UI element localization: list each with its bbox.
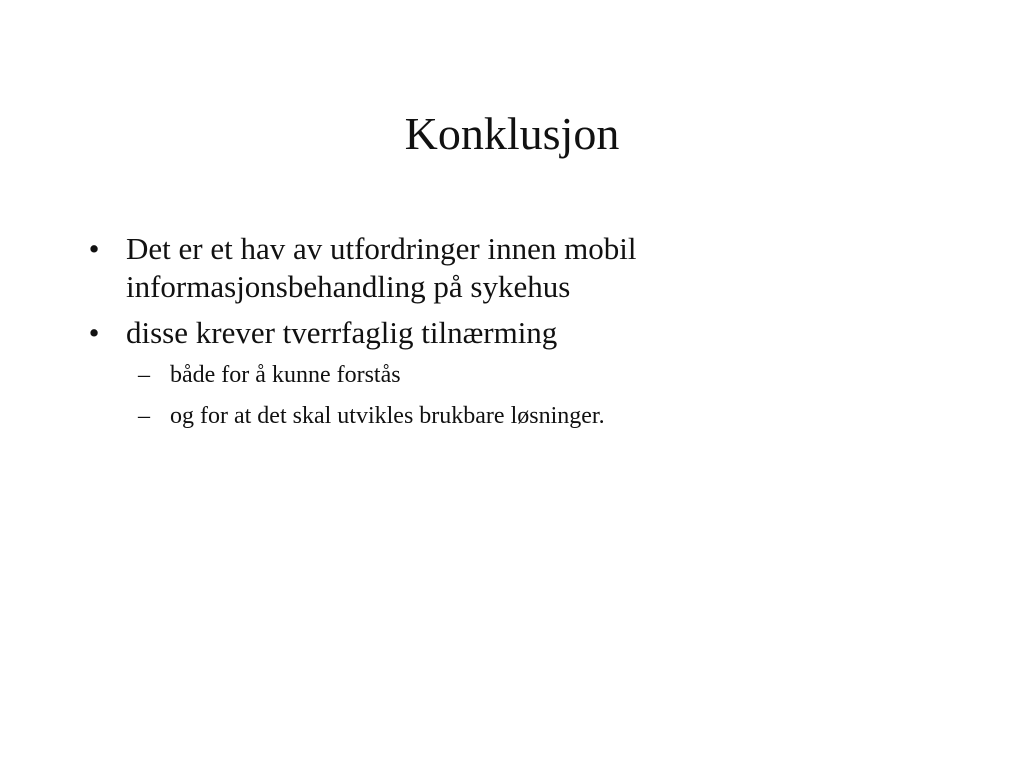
bullet-icon: •: [88, 315, 100, 350]
sub-bullet-item: [84, 360, 944, 390]
slide-body: [84, 230, 944, 442]
bullet-text-line2: informasjonsbehandling på sykehus: [126, 269, 571, 304]
bullet-text: disse krever tverrfaglig tilnærming: [126, 315, 558, 350]
bullet-text-line1: Det er et hav av utfordringer innen mobil: [126, 231, 637, 266]
bullet-icon: •: [88, 231, 100, 266]
sub-bullet-text: både for å kunne forstås: [170, 362, 401, 388]
dash-icon: –: [138, 362, 150, 388]
dash-icon: –: [138, 403, 150, 429]
slide-title: Konklusjon: [404, 108, 620, 159]
bullet-item: [84, 314, 944, 352]
bullet-item: [84, 230, 944, 306]
sub-bullet-text: og for at det skal utvikles brukbare løsninger.: [170, 403, 605, 429]
sub-bullet-item: [84, 401, 944, 431]
